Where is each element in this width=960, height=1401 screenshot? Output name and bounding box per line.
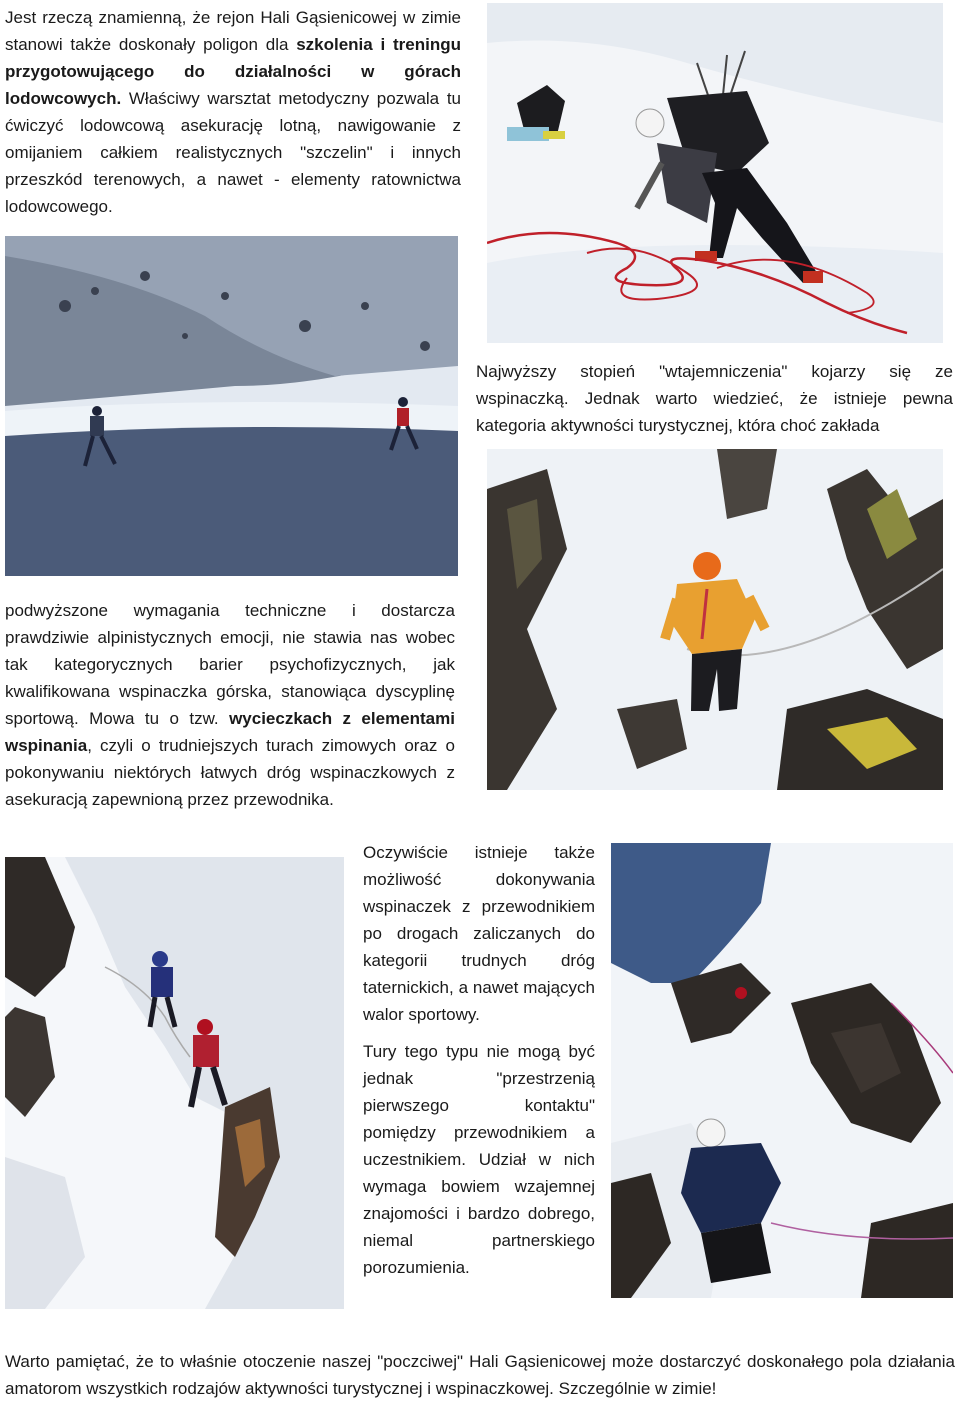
paragraph-partnership: Tury tego typu nie mogą być jednak "przestrzenią pierwszego kontaktu" pomiędzy przewodnikiem a uczestnikiem. Udział w nich wymaga bowiem wzajemnej znajomości i bardzo dobrego, niemal partnerskiego porozumienia. xyxy=(363,1042,595,1277)
paragraph-glacier-training: Jest rzeczą znamienną, że rejon Hali Gąsienicowej w zimie stanowi także doskonały poligon dla szkolenia i treningu przygotowującego do działalności w górach lodowcowych. Właściwy warsztat metodyczny pozwala tu ćwiczyć lodowcową asekurację lotną, nawigowanie z omijaniem całkiem realistycznych "szczelin" i innych przeszkód terenowych, a nawet - elementy ratownictwa lodowcowego. xyxy=(5,8,461,216)
photo-orange-helmet-climber xyxy=(487,449,943,790)
paragraph-conclusion: Warto pamiętać, że to właśnie otoczenie naszej "poczciwej" Hali Gąsienicowej może dostarczyć doskonałego pola działania amatorom wszystkich rodzajów aktywności turystycznej i wspinaczkowej. Szczególnie w zimie! xyxy=(5,1352,955,1398)
paragraph-climbing-tours: podwyższone wymagania techniczne i dostarcza prawdziwie alpinistycznych emocji, nie stawia nas wobec tak kategorycznych barier psychofizycznych, jak kwalifikowana wspinaczka górska, stanowiąca dyscyplinę sportową. Mowa tu o tzw. wycieczkach z elementami wspinania, czyli o trudniejszych turach zimowych oraz o pokonywaniu niektórych łatwych dróg wspinaczkowych z asekuracją zapewnioną przez przewodnika. xyxy=(5,601,455,809)
photo-white-helmet-climber xyxy=(611,843,953,1298)
bold-phrase-training: szkolenia i treningu przygotowującego do działalności w górach lodowcowych. xyxy=(5,35,461,108)
paragraph-guided-climbs: Oczywiście istnieje także możliwość dokonywania wspinaczek z przewodnikiem po drogach zaliczanych do kategorii trudnych dróg taternickich, a nawet mających walor sportowy. xyxy=(363,843,595,1024)
bold-phrase-climbing-tours: wycieczkach z elementami wspinania xyxy=(5,709,455,755)
paragraph-climbing-intro: Najwyższy stopień "wtajemniczenia" kojarzy się ze wspinaczką. Jednak warto wiedzieć, że istnieje pewna kategoria aktywności turystycznej, która choć zakłada xyxy=(476,362,953,435)
photo-rope-on-snow xyxy=(487,3,943,343)
photo-two-climbers-ridge xyxy=(5,857,344,1309)
photo-glacier-walk xyxy=(5,236,458,576)
